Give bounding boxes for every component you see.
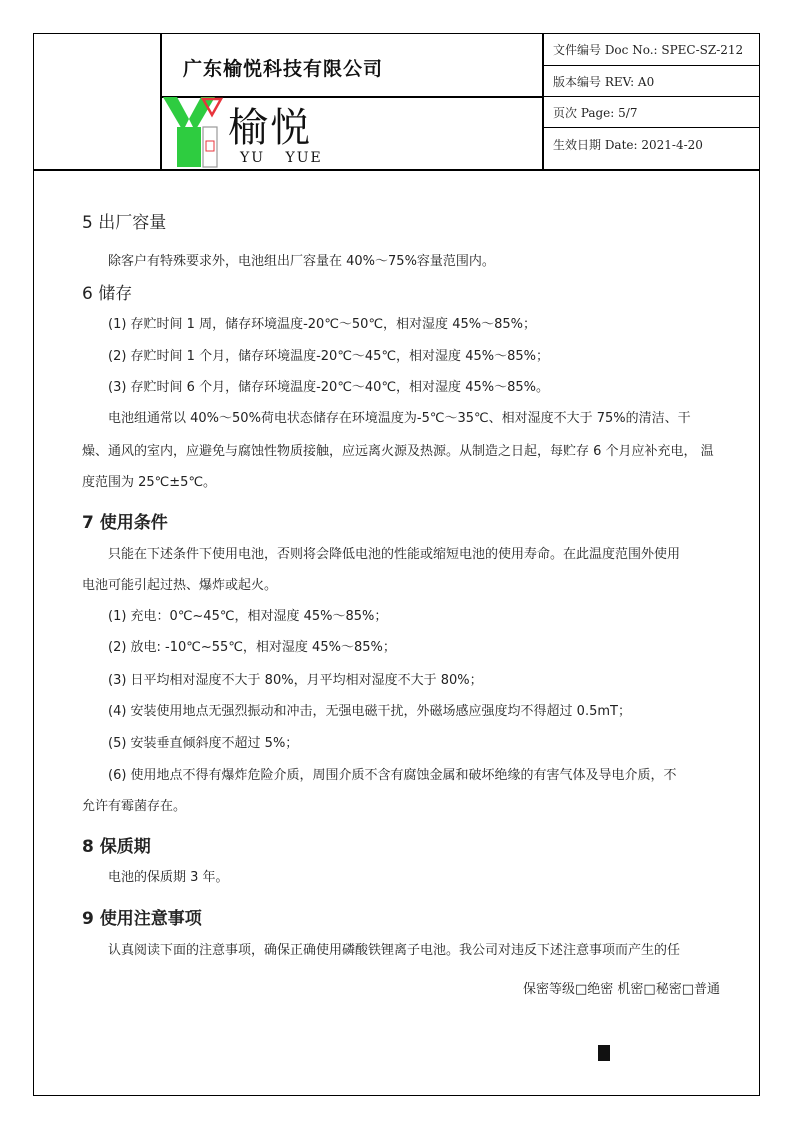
- section-9-paragraph: 认真阅读下面的注意事项，确保正确使用磷酸铁锂离子电池。我公司对违反下述注意事项而产生的任: [108, 943, 681, 958]
- header-meta-rule-2: [542, 96, 760, 97]
- section-5-title: 5 出厂容量: [82, 213, 167, 233]
- section-9-title: 9 使用注意事项: [82, 909, 202, 929]
- section-7-intro-line-1: 只能在下述条件下使用电池，否则将会降低电池的性能或缩短电池的使用寿命。在此温度范围外使用: [108, 547, 681, 562]
- doc-number: 文件编号 Doc No.: SPEC-SZ-212: [553, 43, 744, 57]
- section-7-item-6: (6) 使用地点不得有爆炸危险介质，周围介质不含有腐蚀金属和破坏绝缘的有害气体及导电介质，不: [108, 768, 677, 783]
- section-6-title: 6 储存: [82, 284, 133, 304]
- section-7-title: 7 使用条件: [82, 513, 168, 533]
- logo-chinese-text: 榆悦: [228, 105, 312, 151]
- section-6-item-1: (1) 存贮时间 1 周，储存环境温度-20℃～50℃，相对湿度 45%～85%；: [108, 317, 536, 332]
- header-divider-right: [542, 33, 544, 170]
- section-7-item-5: (5) 安装垂直倾斜度不超过 5%；: [108, 736, 299, 751]
- company-name: 广东榆悦科技有限公司: [183, 58, 384, 80]
- section-8-title: 8 保质期: [82, 837, 151, 857]
- section-7-item-2: (2) 放电: -10℃~55℃，相对湿度 45%～85%；: [108, 640, 396, 655]
- section-6-paragraph-line-3: 度范围为 25℃±5℃。: [82, 475, 217, 490]
- company-logo-icon: [163, 97, 225, 169]
- page-frame: [33, 33, 760, 1096]
- logo-english-text: YU YUE: [240, 150, 323, 166]
- page-number: 页次 Page: 5/7: [553, 106, 638, 120]
- black-marker: [598, 1045, 610, 1061]
- section-5-paragraph: 除客户有特殊要求外，电池组出厂容量在 40%～75%容量范围内。: [108, 254, 495, 269]
- section-7-item-6-continued: 允许有霉菌存在。: [82, 799, 187, 814]
- header-divider-left: [160, 33, 162, 170]
- section-6-item-2: (2) 存贮时间 1 个月，储存环境温度-20℃～45℃，相对湿度 45%～85%；: [108, 349, 549, 364]
- header-meta-rule-1: [542, 65, 760, 66]
- header-meta-rule-3: [542, 127, 760, 128]
- section-6-paragraph-line-1: 电池组通常以 40%～50%荷电状态储存在环境温度为-5℃～35℃、相对湿度不大于 75%的清洁、干: [108, 411, 691, 426]
- confidentiality-level: 保密等级□绝密 机密□秘密□普通: [523, 982, 720, 997]
- revision: 版本编号 REV: A0: [553, 75, 655, 89]
- header-bottom-rule: [33, 169, 760, 171]
- section-7-item-4: (4) 安装使用地点无强烈振动和冲击，无强电磁干扰，外磁场感应强度均不得超过 0.5mT；: [108, 704, 631, 719]
- section-7-intro-line-2: 电池可能引起过热、爆炸或起火。: [82, 578, 278, 593]
- section-6-item-3: (3) 存贮时间 6 个月，储存环境温度-20℃～40℃，相对湿度 45%～85%。: [108, 380, 549, 395]
- section-7-item-3: (3) 日平均相对湿度不大于 80%，月平均相对湿度不大于 80%；: [108, 673, 483, 688]
- section-6-paragraph-line-2: 燥、通风的室内，应避免与腐蚀性物质接触，应远离火源及热源。从制造之日起，每贮存 6 个月应补充电， 温: [82, 444, 714, 459]
- effective-date: 生效日期 Date: 2021-4-20: [553, 138, 703, 152]
- section-8-paragraph: 电池的保质期 3 年。: [108, 870, 229, 885]
- section-7-item-1: (1) 充电：0℃~45℃，相对湿度 45%～85%；: [108, 609, 388, 624]
